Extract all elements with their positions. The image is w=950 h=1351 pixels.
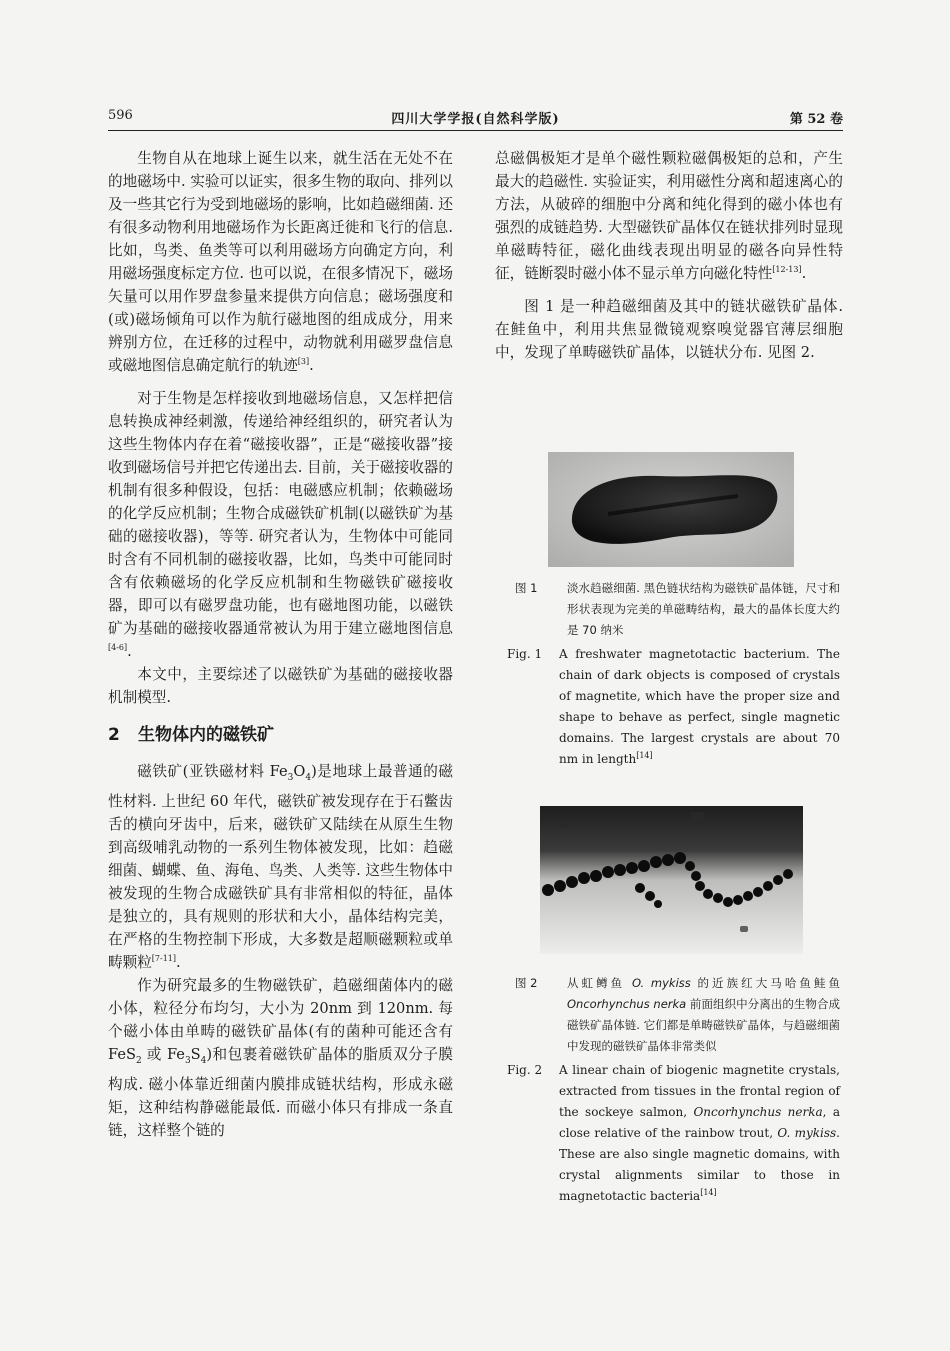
volume-label: 第 52 卷 — [789, 112, 843, 127]
paragraph: 总磁偶极矩才是单个磁性颗粒磁偶极矩的总和，产生最大的趋磁性. 实验证实，利用磁性分离和超速离心的方法，从破碎的细胞中分离和纯化得到的磁小体也有强烈的成链趋势. 大型磁铁矿晶体仅在链状排列时显现单磁畴特征，磁化曲线表现出明显的磁各向异性特征，链断裂时磁小体不显示单方向磁化特性[12-13]. — [495, 150, 843, 282]
paragraph: 生物自从在地球上诞生以来，就生活在无处不在的地磁场中. 实验可以证实，很多生物的取向、排列以及一些其它行为受到地磁场的影响，比如趋磁细菌. 还有很多动物利用地磁场作为长距离迁徙和飞行的信息. 比如，鸟类、鱼类等可以利用磁场方向确定方向，利用磁场强度标定方位. 也可以说，在很多情况下，磁场矢量可以用作罗盘参量来提供方向信息；磁场强度和(或)磁场倾角可以作为航行磁地图的组成成分，用来辨别方位，在迁移的过程中，动物就利用磁罗盘信息或磁地图信息确定航行的轨迹[3]. — [108, 150, 453, 374]
figure-1-caption-en: Fig. 1 A freshwater magnetotactic bacterium. The chain of dark objects is composed of crystals of magnetite, which have the proper size and shape to behave as perfect, single magnetic domains. The largest crystals are about 70 nm in length[14] — [507, 644, 840, 770]
figure-label: Fig. 2 — [507, 1063, 543, 1077]
citation: [7-11] — [151, 954, 177, 964]
figure-label: 图 1 — [515, 581, 538, 595]
left-column — [108, 147, 453, 1142]
citation: [12-13] — [772, 265, 802, 275]
figure-2-caption-cn: 图 2 从虹鳟鱼 O. mykiss 的近族红大马哈鱼鲑鱼 Oncorhynchus nerka 前面组织中分离出的生物合成磁铁矿晶体链. 它们都是单畴磁铁矿晶体，与趋磁细菌中发现的磁铁矿晶体非常类似 — [515, 973, 840, 1057]
citation: [4-6] — [108, 643, 128, 653]
figure-label: 图 2 — [515, 976, 538, 990]
paragraph: 图 1 是一种趋磁细菌及其中的链状磁铁矿晶体. 在鲑鱼中，利用共焦显微镜观察嗅觉器官薄层细胞中，发现了单畴磁铁矿晶体，以链状分布. 见图 2. — [495, 298, 843, 361]
section-heading — [108, 722, 453, 748]
figure-2-caption-en: Fig. 2 A linear chain of biogenic magnetite crystals, extracted from tissues in the frontal region of the sockeye salmon, Oncorhynchus nerka, a close relative of the rainbow trout, O. mykiss. These are also single magnetic domains, with crystal alignments similar to those in magnetotactic bacteria[14] — [507, 1060, 840, 1207]
figure-1-caption-cn: 图 1 淡水趋磁细菌. 黑色链状结构为磁铁矿晶体链，尺寸和形状表现为完美的单磁畴结构，最大的晶体长度大约是 70 纳米 — [515, 578, 840, 641]
figure-label: Fig. 1 — [507, 647, 543, 661]
citation: [14] — [700, 1188, 717, 1197]
header-rule — [108, 130, 843, 131]
citation: [14] — [636, 751, 653, 760]
paragraph: 磁铁矿(亚铁磁材料 $Fe_3O_4$)是地球上最普通的磁性材料. 上世纪 60 年代，磁铁矿被发现存在于石鳖齿舌的横向牙齿中，后来，磁铁矿又陆续在从原生生物到高级哺乳动物的一系列生物体被发现，比如：趋磁细菌、蝴蝶、鱼、海龟、鸟类、人类等. 这些生物体中被发现的生物合成磁铁矿具有非常相似的特征，晶体是独立的，具有规则的形状和大小，晶体结构完美，在严格的生物控制下形成，大多数是超顺磁颗粒或单畴颗粒[7-11]. — [108, 763, 453, 971]
running-header — [108, 108, 843, 130]
citation: [3] — [297, 357, 310, 367]
figure-2-micrograph — [540, 806, 803, 954]
right-column — [495, 147, 843, 364]
figure-1-micrograph — [548, 452, 794, 567]
section-title: 生物体内的磁铁矿 — [138, 725, 274, 745]
page-number: 596 — [108, 108, 133, 123]
paragraph: 本文中，主要综述了以磁铁矿为基础的磁接收器机制模型. — [108, 666, 453, 706]
journal-title: 四川大学学报(自然科学版) — [391, 112, 560, 127]
paragraph: 作为研究最多的生物磁铁矿，趋磁细菌体内的磁小体，粒径分布均匀，大小为 20nm 到 120nm. 每个磁小体由单畴的磁铁矿晶体(有的菌种可能还含有 FeS$_2$ 或 $Fe_3S_4$)和包裹着磁铁矿晶体的脂质双分子膜构成. 磁小体靠近细菌内膜排成链状结构，形成永磁矩，这种结构静磁能最低. 而磁小体只有排成一条直链，这样整个链的 — [108, 976, 453, 1139]
paragraph: 对于生物是怎样接收到地磁场信息，又怎样把信息转换成神经刺激，传递给神经组织的，研究者认为这些生物体内存在着“磁接收器”，正是“磁接收器”接收到磁场信号并把它传递出去. 目前，关于磁接收器的机制有很多种假设，包括：电磁感应机制；依赖磁场的化学反应机制；生物合成磁铁矿机制(以磁铁矿为基础的磁接收器)，等等. 研究者认为，生物体中可能同时含有不同机制的磁接收器，比如，鸟类中可能同时含有依赖磁场的化学反应机制和生物磁铁矿磁接收器，即可以有磁罗盘功能，也有磁地图功能，以磁铁矿为基础的磁接收器通常被认为用于建立磁地图信息[4-6]. — [108, 390, 453, 660]
section-number: 2 — [108, 725, 120, 745]
